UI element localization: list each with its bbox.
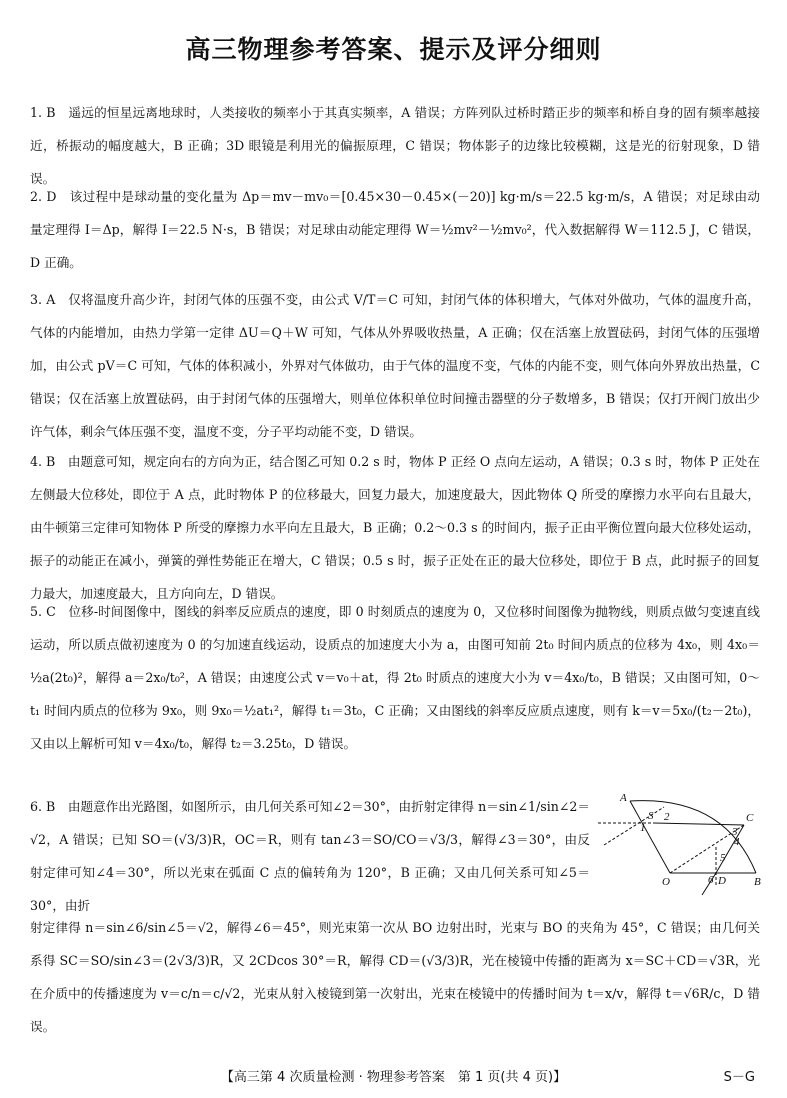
label-B: B: [754, 876, 761, 888]
answer-item-3: 3. A 仅将温度升高少许，封闭气体的压强不变，由公式 V/T＝C 可知，封闭气体的体积增大，气体对外做功，气体的温度升高，气体的内能增加，由热力学第一定律 ΔU＝Q＋W 可知，气体从外界吸收热量，A 正确；仅在活塞上放置砝码，封闭气体的压强增加，由公式 pV＝C 可知，气体的体积减小，外界对气体做功，由于气体的温度不变，气体的内能不变，则气体向外界放出热量，C 错误；仅在活塞上放置砝码，由于封闭气体的压强增大，则单位体积单位时间撞击器壁的分子数增多，B 错误；仅打开阀门放出少许气体，剩余气体压强不变，温度不变，分子平均动能不变，D 错误。: [30, 292, 760, 439]
answer-item-1: 1. B 遥远的恒星远离地球时，人类接收的频率小于其真实频率，A 错误；方阵列队过桥时踏正步的频率和桥自身的固有频率越接近，桥振动的幅度越大，B 正确；3D 眼镜是利用光的偏振原理，C 错误；物体影子的边缘比较模糊，这是光的衍射现象，D 错误。: [30, 105, 760, 186]
answer-item-6-part1: 6. B 由题意作出光路图，如图所示，由几何关系可知∠2＝30°，由折射定律得 n＝sin∠1/sin∠2＝√2，A 错误；已知 SO＝(√3/3)R，OC＝R，则有 tan∠3＝SO/CO＝√3/3，解得∠3＝30°，由反射定律可知∠4＝30°，所以光束在弧面 C 点的偏转角为 120°，B 正确；又由几何关系可知∠5＝30°，由折: [30, 799, 590, 913]
angle-3: 3: [732, 826, 738, 838]
label-O: O: [662, 876, 670, 888]
angle-6: 6: [708, 874, 714, 886]
label-S: S: [648, 810, 654, 822]
page-title: 高三物理参考答案、提示及评分细则: [185, 35, 602, 64]
label-C: C: [746, 812, 754, 824]
angle-1: 1: [640, 822, 646, 834]
footer-code: S－G: [723, 1070, 755, 1085]
angle-4: 4: [734, 836, 740, 848]
angle-5: 5: [720, 852, 726, 864]
label-A: A: [620, 792, 627, 804]
answer-item-2: 2. D 该过程中是球动量的变化量为 Δp＝mv－mv₀＝[0.45×30－0.45×(－20)] kg·m/s＝22.5 kg·m/s，A 错误；对足球由动量定理得 I＝Δp，解得 I＝22.5 N·s，B 错误；对足球由动能定理得 W＝½mv²－½mv₀²，代入数据解得 W＝112.5 J，C 错误，D 正确。: [30, 189, 760, 270]
page-footer: 【高三第 4 次质量检测 · 物理参考答案 第 1 页(共 4 页)】: [220, 1070, 567, 1085]
light-path-diagram: [594, 787, 766, 897]
answer-item-5: 5. C 位移-时间图像中，图线的斜率反应质点的速度，即 0 时刻质点的速度为 0，又位移时间图像为抛物线，则质点做匀变速直线运动，所以质点做初速度为 0 的匀加速直线运动，设质点的加速度大小为 a，由图可知前 2t₀ 时间内质点的位移为 4x₀，则 4x₀＝½a(2t₀)²，解得 a＝2x₀/t₀²，A 错误；由速度公式 v＝v₀＋at，得 2t₀ 时质点的速度大小为 v＝4x₀/t₀，B 错误；又由图可知，0～t₁ 时间内质点的位移为 9x₀，则 9x₀＝½at₁²，解得 t₁＝3t₀，C 正确；又由图线的斜率反应质点速度，则有 k＝v＝5x₀/(t₂－2t₀)，又由以上解析可知 v＝4x₀/t₀，解得 t₂＝3.25t₀，D 错误。: [30, 604, 760, 751]
angle-2: 2: [664, 811, 670, 823]
label-D: D: [718, 875, 726, 887]
answer-item-4: 4. B 由题意可知，规定向右的方向为正，结合图乙可知 0.2 s 时，物体 P 正经 O 点向左运动，A 错误；0.3 s 时，物体 P 正处在左侧最大位移处，即位于 A 点，此时物体 P 的位移最大，回复力最大，加速度最大，因此物体 Q 所受的摩擦力水平向右且最大，由牛顿第三定律可知物体 P 所受的摩擦力水平向左且最大，B 正确；0.2～0.3 s 的时间内，振子正由平衡位置向最大位移处运动，振子的动能正在减小，弹簧的弹性势能正在增大，C 错误；0.5 s 时，振子正处在正的最大位移处，即位于 B 点，此时振子的回复力最大，加速度最大，且方向向左，D 错误。: [30, 454, 760, 601]
answer-item-6-part2: 射定律得 n＝sin∠6/sin∠5＝√2，解得∠6＝45°，则光束第一次从 BO 边射出时，光束与 BO 的夹角为 45°，C 错误；由几何关系得 SC＝SO/sin∠3＝(2√3/3)R，又 2CDcos 30°＝R，解得 CD＝(√3/3)R，光在棱镜中传播的距离为 x＝SC＋CD＝√3R，光在介质中的传播速度为 v＝c/n＝c/√2，光束从射入棱镜到第一次射出，光束在棱镜中的传播时间为 t＝x/v，解得 t＝√6R/c，D 错误。: [30, 920, 760, 1034]
